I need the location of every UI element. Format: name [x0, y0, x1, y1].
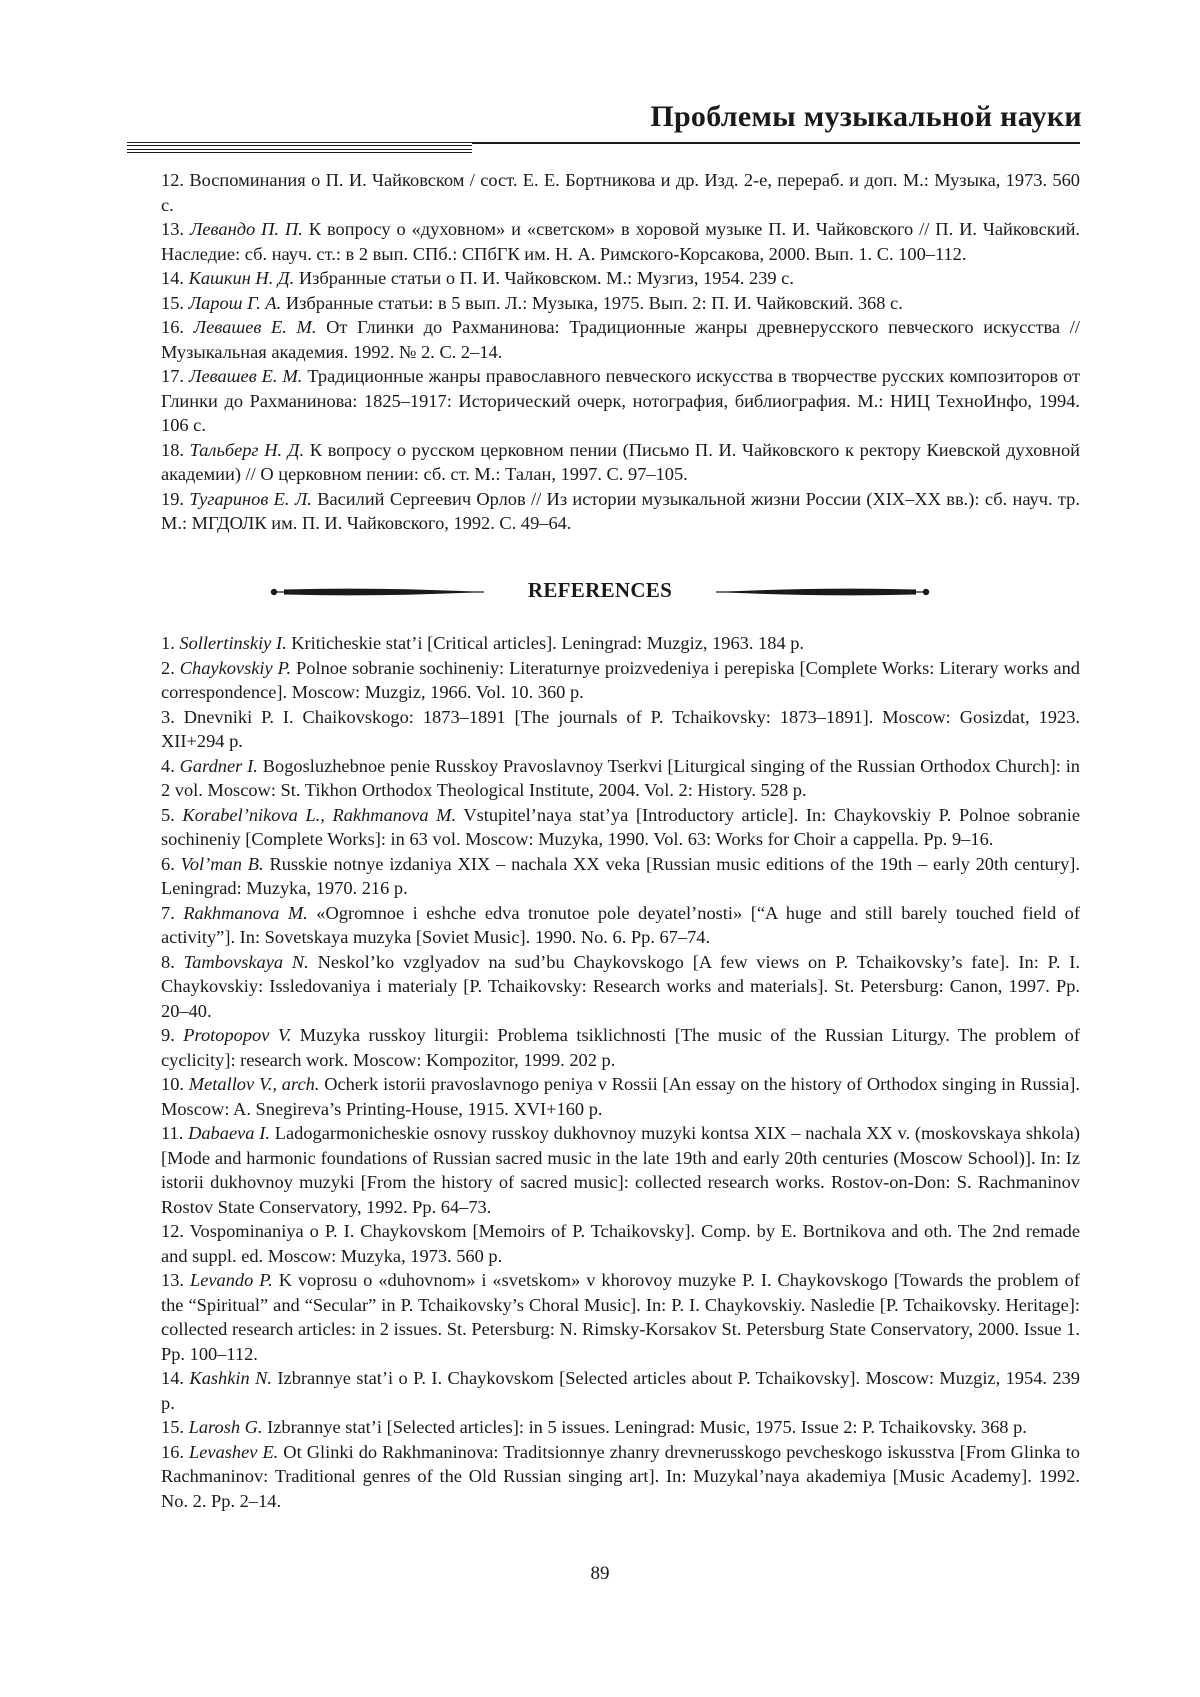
reference-entry: [161, 901, 1080, 950]
reference-entry: [161, 950, 1080, 1024]
reference-entry: [161, 852, 1080, 901]
reference-entry: [161, 631, 1080, 656]
reference-entry: [161, 1072, 1080, 1121]
reference-text: Традиционные жанры православного певческого искусства в творчестве русских композиторов от Глинки до Рахманинова: 1825–1917: Исторический очерк, нотография, библиография. М.: НИЦ ТехноИнфо, 1994. 106 с.: [161, 366, 1080, 435]
reference-entry: [161, 168, 1080, 217]
reference-text: Ladogarmonicheskie osnovy russkoy dukhovnoy muzyki kontsa XIX – nachala XX v. (moskovskaya shkola) [Mode and harmonic foundations of Russian sacred music in the late 19th and early 20th centuries (Moscow School)]. In: Iz istorii dukhovnoy muzyki [From the history of sacred music]: collected research works. Rostov-on-Don: S. Rachmaninov Rostov State Conservatory, 1992. Pp. 64–73.: [161, 1123, 1080, 1217]
reference-number: 13.: [161, 1270, 184, 1290]
right-ornament-icon: [710, 586, 930, 598]
reference-text: Ocherk istorii pravoslavnogo peniya v Rossii [An essay on the history of Orthodox singing in Russia]. Moscow: A. Snegireva’s Printing-House, 1915. XVI+160 p.: [161, 1074, 1080, 1119]
reference-entry: [161, 1219, 1080, 1268]
reference-text: Muzyka russkoy liturgii: Problema tsiklichnosti [The music of the Russian Liturgy. The problem of cyclicity]: research work. Moscow: Kompozitor, 1999. 202 p.: [161, 1025, 1080, 1070]
reference-number: 15.: [161, 1417, 184, 1437]
journal-title: Проблемы музыкальной науки: [650, 100, 1082, 133]
reference-text: К вопросу о «духовном» и «светском» в хоровой музыке П. И. Чайковского // П. И. Чайковский. Наследие: сб. науч. ст.: в 2 вып. СПб.: СПбГК им. Н. А. Римского-Корсакова, 2000. Вып. 1. С. 100–112.: [161, 219, 1081, 264]
reference-author: Rakhmanova M.: [183, 902, 308, 923]
reference-text: От Глинки до Рахманинова: Традиционные жанры древнерусского певческого искусства // Музыкальная академия. 1992. № 2. С. 2–14.: [161, 317, 1080, 362]
reference-text: Izbrannye stat’i o P. I. Chaykovskom [Selected articles about P. Tchaikovsky]. Moscow: Muzgiz, 1954. 239 p.: [161, 1368, 1080, 1413]
reference-text: Избранные статьи о П. И. Чайковском. М.: Музгиз, 1954. 239 с.: [298, 268, 794, 288]
page-number: 89: [590, 1563, 610, 1584]
reference-entry: [161, 1415, 1080, 1440]
reference-entry: [161, 656, 1080, 705]
reference-entry: [161, 1268, 1080, 1366]
reference-text: K voprosu o «duhovnom» i «svetskom» v khorovoy muzyke P. I. Chaykovskogo [Towards the problem of the “Spiritual” and “Secular” in P. Tchaikovsky’s Choral Music]. In: P. I. Chaykovskiy. Nasledie [P. Tchaikovsky. Heritage]: collected research articles: in 2 issues. St. Petersburg: N. Rimsky-Korsakov St. Petersburg State Conservatory, 2000. Issue 1. Pp. 100–112.: [161, 1270, 1080, 1364]
reference-text: Василий Сергеевич Орлов // Из истории музыкальной жизни России (XIX–XX вв.): сб. науч. тр. М.: МГДОЛК им. П. И. Чайковского, 1992. С. 49–64.: [161, 488, 1080, 533]
reference-text: Russkie notnye izdaniya XIX – nachala XX veka [Russian music editions of the 19th – early 20th century]. Leningrad: Muzyka, 1970. 216 p.: [161, 853, 1080, 898]
reference-number: 6.: [161, 853, 175, 874]
reference-text: 12. Воспоминания о П. И. Чайковском / сост. Е. Е. Бортникова и др. Изд. 2-е, перераб. и доп. М.: Музыка, 1973. 560 с.: [161, 170, 1080, 215]
english-reference-list: [161, 631, 1080, 1513]
reference-author: Ларош Г. А.: [188, 292, 282, 313]
reference-author: Metallov V., arch.: [188, 1074, 320, 1094]
references-heading: [270, 578, 930, 606]
reference-author: Левашев Е. М.: [193, 317, 317, 337]
reference-author: Chaykovskiy P.: [179, 657, 292, 678]
reference-entry: [161, 1440, 1080, 1514]
reference-text: «Ogromnoe i eshche edva tronutoe pole deyatel’nosti» [“A huge and still barely touched field of activity”]. In: Sovetskaya muzyka [Soviet Music]. 1990. No. 6. Pp. 67–74.: [161, 902, 1080, 947]
reference-text: Избранные статьи: в 5 вып. Л.: Музыка, 1975. Вып. 2: П. И. Чайковский. 368 с.: [285, 292, 903, 313]
reference-entry: [161, 217, 1080, 266]
reference-text: Neskol’ko vzglyadov na sud’bu Chaykovskogo [A few views on P. Tchaikovsky’s fate]. In: P. I. Chaykovskiy: Issledovaniya i materialy [P. Tchaikovsky: Research works and materials]. St. Petersburg: Canon, 1997. Pp. 20–40.: [161, 951, 1080, 1021]
reference-text: Polnoe sobranie sochineniy: Literaturnye proizvedeniya i perepiska [Complete Works: Literary works and correspondence]. Moscow: Muzgiz, 1966. Vol. 10. 360 p.: [161, 657, 1080, 702]
reference-number: 1.: [161, 633, 175, 653]
reference-entry: [161, 705, 1080, 754]
reference-entry: [161, 364, 1080, 438]
reference-author: Dabaeva I.: [188, 1123, 270, 1143]
reference-entry: [161, 315, 1080, 364]
reference-text: Bogosluzhebnoe penie Russkoy Pravoslavnoy Tserkvi [Liturgical singing of the Russian Orthodox Church]: in 2 vol. Moscow: St. Tikhon Orthodox Theological Institute, 2004. Vol. 2: History. 528 p.: [161, 755, 1081, 800]
reference-number: 4.: [161, 755, 175, 776]
reference-author: Levashev E.: [189, 1441, 279, 1462]
header-rule: [127, 142, 1080, 154]
reference-author: Gardner I.: [179, 755, 258, 776]
reference-author: Larosh G.: [188, 1417, 263, 1437]
references-heading-label: REFERENCES: [527, 578, 673, 602]
reference-author: Protopopov V.: [183, 1025, 292, 1045]
reference-text: 3. Dnevniki P. I. Chaikovskogo: 1873–1891 [The journals of P. Tchaikovsky: 1873–1891]. Moscow: Gosizdat, 1923. XII+294 p.: [161, 706, 1080, 751]
reference-author: Левандо П. П.: [189, 219, 303, 239]
reference-entry: [161, 1121, 1080, 1219]
reference-author: Тугаринов Е. Л.: [189, 488, 312, 509]
reference-text: Vstupitel’naya stat’ya [Introductory article]. In: Chaykovskiy P. Polnoe sobranie sochineniy [Complete Works]: in 63 vol. Moscow: Muzyka, 1990. Vol. 63: Works for Choir a cappella. Pp. 9–16.: [161, 804, 1080, 849]
reference-number: 13.: [161, 219, 184, 239]
reference-author: Levando P.: [189, 1270, 273, 1290]
reference-text: Ot Glinki do Rakhmaninova: Traditsionnye zhanry drevnerusskogo pevcheskogo iskusstva [From Glinka to Rachmaninov: Traditional genres of the Old Russian singing art]. In: Muzykal’naya akademiya [Music Academy]. 1992. No. 2. Pp. 2–14.: [161, 1441, 1080, 1511]
reference-text: Kriticheskie stat’i [Critical articles]. Leningrad: Muzgiz, 1963. 184 p.: [291, 633, 805, 653]
reference-author: Тальберг Н. Д.: [189, 439, 305, 460]
reference-entry: [161, 266, 1080, 291]
reference-author: Tambovskaya N.: [183, 951, 309, 972]
reference-author: Korabel’nikova L., Rakhmanova M.: [182, 804, 457, 825]
reference-entry: [161, 487, 1080, 536]
reference-number: 19.: [161, 488, 184, 509]
reference-entry: [161, 1023, 1080, 1072]
reference-number: 16.: [161, 317, 184, 337]
reference-text: Izbrannye stat’i [Selected articles]: in 5 issues. Leningrad: Music, 1975. Issue 2: P. Tchaikovsky. 368 p.: [267, 1417, 1027, 1437]
reference-author: Кашкин Н. Д.: [188, 268, 295, 288]
reference-text: К вопросу о русском церковном пении (Письмо П. И. Чайковского к ректору Киевской духовной академии) // О церковном пении: сб. ст. М.: Талан, 1997. С. 97–105.: [161, 439, 1080, 484]
reference-number: 18.: [161, 439, 184, 460]
reference-number: 2.: [161, 657, 175, 678]
reference-number: 10.: [161, 1074, 184, 1094]
reference-number: 8.: [161, 951, 175, 972]
reference-number: 16.: [161, 1441, 184, 1462]
reference-text: 12. Vospominaniya o P. I. Chaykovskom [Memoirs of P. Tchaikovsky]. Comp. by E. Bortnikova and oth. The 2nd remade and suppl. ed. Moscow: Muzyka, 1973. 560 p.: [161, 1221, 1080, 1266]
reference-number: 17.: [161, 366, 184, 386]
reference-number: 14.: [161, 1368, 184, 1388]
reference-author: Левашев Е. М.: [188, 366, 303, 386]
reference-number: 11.: [161, 1123, 184, 1143]
reference-number: 15.: [161, 292, 184, 313]
reference-author: Kashkin N.: [189, 1368, 272, 1388]
reference-entry: [161, 754, 1080, 803]
russian-reference-list: [161, 168, 1080, 536]
reference-entry: [161, 291, 1080, 316]
reference-entry: [161, 803, 1080, 852]
reference-number: 7.: [161, 902, 175, 923]
reference-number: 14.: [161, 268, 184, 288]
reference-entry: [161, 1366, 1080, 1415]
reference-number: 9.: [161, 1025, 175, 1045]
reference-author: Sollertinskiy I.: [179, 633, 287, 653]
reference-number: 5.: [161, 804, 175, 825]
reference-entry: [161, 438, 1080, 487]
reference-author: Vol’man B.: [180, 853, 264, 874]
